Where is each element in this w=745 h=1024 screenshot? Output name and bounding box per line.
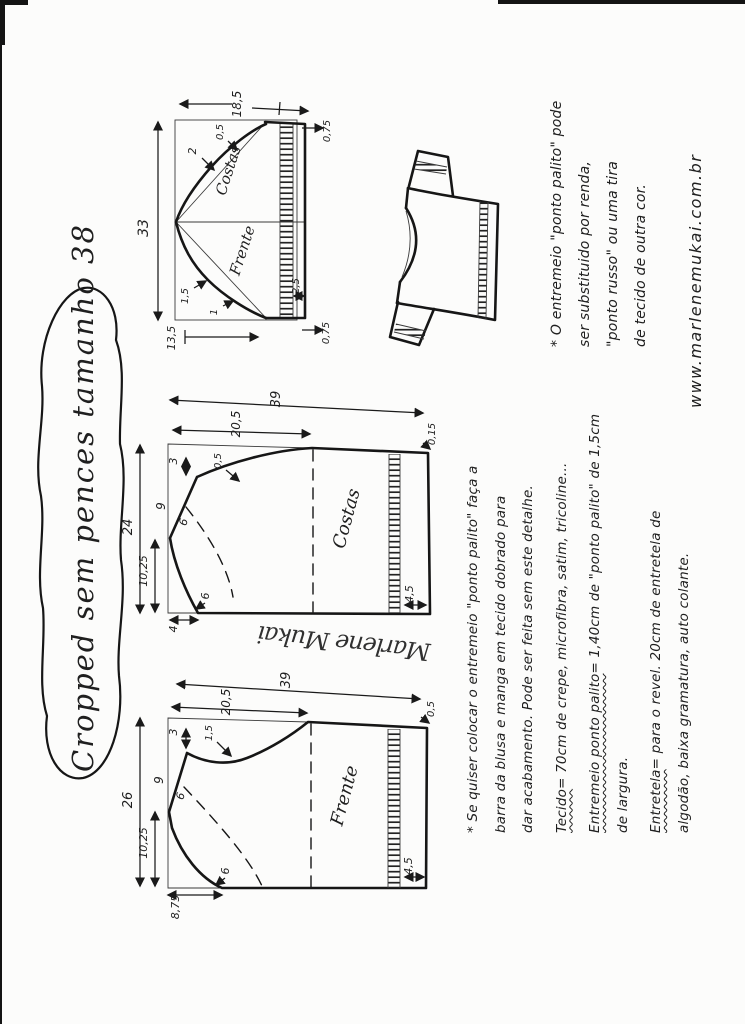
front-hem-band-hatch (388, 729, 400, 888)
blouse-illustration (385, 140, 510, 345)
notes-materials-line: Entremeio ponto palito= 1,40cm de "ponto palito" de 1,5cm (587, 413, 603, 833)
front-pattern-piece (115, 660, 450, 960)
sleeve-hem-band-label: 2,5 (291, 278, 302, 294)
sleeve-width-label: 33 (136, 219, 152, 237)
back-armhole-depth-label: 10,25 (137, 555, 150, 587)
back-hem-width-label: 4,5 (403, 585, 416, 603)
front-neck-depth-label: 1,5 (204, 725, 215, 741)
notes-entremeio-line: "ponto russo" ou uma tira (605, 160, 621, 347)
sleeve-cap-back-ease-label: 2 (186, 147, 199, 155)
back-neck-depth-label: 0,5 (213, 453, 224, 469)
front-armhole-note-label: 6 (219, 867, 232, 875)
front-hem-width-label: 4,5 (402, 857, 415, 875)
sleeve-seam-top-label: 0,75 (322, 119, 333, 143)
notes-entremeio-line: * O entremeio "ponto palito" pode (549, 100, 565, 347)
notes-materials-line: algodão, baixa gramatura, auto colante. (675, 552, 692, 833)
back-armhole-note-label: 6 (199, 592, 212, 600)
scan-edge-top-left (0, 0, 28, 5)
notes-materials-line: dar acabamento. Pode ser feita sem este detalhe. (520, 484, 536, 833)
sleeve-front-label: Frente (225, 223, 259, 278)
sleeve-cap-front-ease-label: 1,5 (180, 288, 191, 304)
sleeve-cap-width-label: 18,5 (230, 90, 244, 118)
front-side-bottom-label: 8,75 (169, 894, 182, 920)
front-shoulder-drop-label: 3 (167, 728, 180, 736)
scan-edge-corner (0, 0, 5, 45)
scan-edge-left (0, 0, 2, 1024)
notes-materials-line: Entretela= para o revel. 20cm de entretela de (648, 510, 664, 833)
back-hem-band-hatch (389, 454, 400, 613)
front-piece-label: Frente (326, 763, 363, 828)
back-pattern-piece (120, 385, 450, 675)
back-hem-seam-label: 0,15 (427, 422, 438, 446)
front-height-label: 26 (121, 791, 136, 809)
front-hem-seam-label: 0,5 (426, 701, 437, 717)
front-shoulder-len-label: 9 (152, 776, 166, 784)
notes-materials (460, 414, 698, 833)
back-piece-label: Costas (328, 486, 365, 551)
front-dash-ease-label: 6 (173, 791, 188, 802)
back-side-bottom-label: 4 (167, 625, 180, 633)
notes-materials-line: de largura. (614, 756, 631, 833)
sleeve-back-label: Costas (211, 143, 245, 198)
sleeve-cap-front-hollow-label: 1 (209, 308, 220, 316)
notes-materials-line: Tecido= 70cm de crepe, microfibra, satim, tricoline... (553, 462, 570, 833)
sleeve-cap-notch-label: 0,5 (215, 124, 226, 140)
page-title: Cropped sem pences tamanho 38 (66, 223, 100, 772)
sleeve-bottom-width-label: 13,5 (165, 325, 178, 351)
notes-materials-line: * Se quiser colocar o entremeio "ponto palito" faça a (465, 465, 481, 833)
front-tofold-label: 20,5 (219, 688, 233, 716)
back-length-label: 39 (269, 390, 284, 408)
front-armhole-depth-label: 10,25 (137, 827, 150, 859)
back-height-label: 24 (121, 518, 136, 536)
sleeve-seam-bottom-label: 0,75 (321, 321, 332, 345)
front-length-label: 39 (279, 671, 294, 689)
back-shoulder-len-label: 9 (154, 502, 168, 510)
website-url: www.marlenemukai.com.br (686, 153, 705, 408)
back-shoulder-drop-label: 3 (167, 457, 180, 465)
notes-entremeio-line: ser substituido por renda, (577, 160, 593, 347)
scan-edge-top-right (498, 0, 745, 4)
signature: Marlene Mukai (256, 619, 432, 666)
back-tofold-label: 20,5 (229, 410, 243, 438)
notes-entremeio (543, 101, 655, 347)
notes-entremeio-line: de tecido de outra cor. (633, 184, 649, 347)
notes-materials-line: barra da blusa e manga em tecido dobrado para (492, 495, 509, 833)
back-dash-ease-label: 6 (176, 517, 191, 528)
